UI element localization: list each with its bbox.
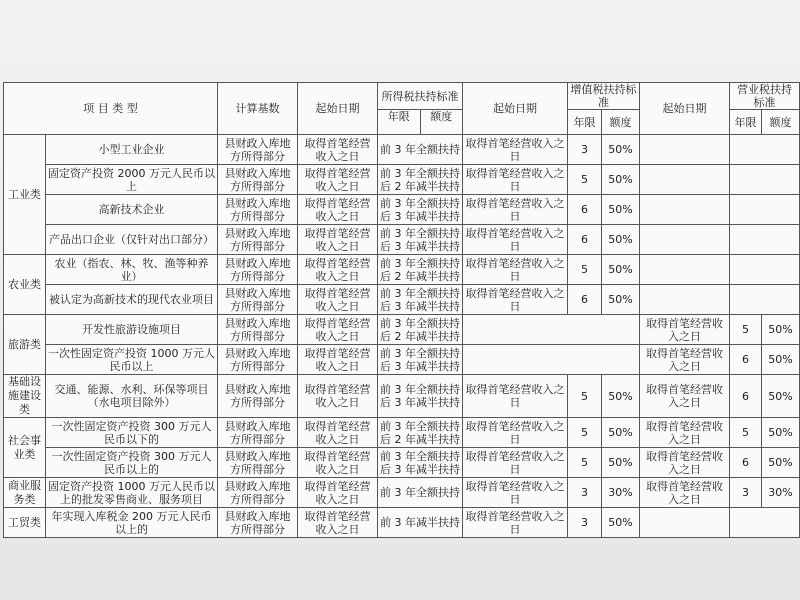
start-date-cell: 取得首笔经营收入之日 [640, 345, 730, 375]
vat-years-cell: 5 [568, 165, 602, 195]
project-cell: 固定资产投资 1000 万元人民币以上的批发零售商业、服务项目 [46, 478, 218, 508]
table-row [4, 478, 800, 508]
vat-years-cell: 6 [568, 285, 602, 315]
start-date-cell: 取得首笔经营收入之日 [298, 225, 378, 255]
income-standard-cell: 前 3 年全额扶持后 3 年减半扶持 [378, 345, 463, 375]
header-base: 计算基数 [218, 83, 298, 135]
bt-cell [730, 195, 800, 225]
vat-amount-cell: 50% [602, 448, 640, 478]
start-date-cell: 取得首笔经营收入之日 [298, 418, 378, 448]
project-cell: 开发性旅游设施项目 [46, 315, 218, 345]
header-years: 年限 [378, 110, 421, 134]
vat-years-cell: 3 [568, 135, 602, 165]
vat-amount-cell: 50% [602, 195, 640, 225]
start-date-cell: 取得首笔经营收入之日 [640, 375, 730, 418]
base-cell: 县财政入库地方所得部分 [218, 448, 298, 478]
base-cell: 县财政入库地方所得部分 [218, 225, 298, 255]
bt-amount-cell: 30% [762, 478, 800, 508]
header-amount: 额度 [430, 110, 453, 123]
header-vat-amount: 额度 [602, 110, 640, 135]
start-date-cell [640, 165, 730, 195]
start-date-cell: 取得首笔经营收入之日 [298, 448, 378, 478]
table-row [4, 255, 800, 285]
table-row [4, 375, 800, 418]
category-tourism: 旅游类 [4, 315, 46, 375]
category-commerce: 商业服务类 [4, 478, 46, 508]
table-row [4, 135, 800, 165]
start-date-cell: 取得首笔经营收入之日 [463, 508, 568, 538]
income-standard-cell: 前 3 年全额扶持后 2 年减半扶持 [378, 255, 463, 285]
start-date-cell: 取得首笔经营收入之日 [298, 195, 378, 225]
vat-years-cell: 3 [568, 478, 602, 508]
table-row [4, 345, 800, 375]
bt-years-cell: 6 [730, 375, 762, 418]
vat-amount-cell: 50% [602, 285, 640, 315]
table-row [4, 315, 800, 345]
header-start-date: 起始日期 [640, 83, 730, 135]
start-date-cell: 取得首笔经营收入之日 [463, 225, 568, 255]
table-row [4, 508, 800, 538]
base-cell: 县财政入库地方所得部分 [218, 165, 298, 195]
start-date-cell: 取得首笔经营收入之日 [298, 255, 378, 285]
bt-amount-cell: 50% [762, 375, 800, 418]
vat-amount-cell: 50% [602, 165, 640, 195]
bt-cell [730, 225, 800, 255]
start-date-cell: 取得首笔经营收入之日 [463, 255, 568, 285]
start-date-cell: 取得首笔经营收入之日 [298, 345, 378, 375]
start-date-cell: 取得首笔经营收入之日 [463, 135, 568, 165]
start-date-cell: 取得首笔经营收入之日 [298, 315, 378, 345]
project-cell: 产品出口企业（仅针对出口部分） [46, 225, 218, 255]
base-cell: 县财政入库地方所得部分 [218, 135, 298, 165]
bt-cell [730, 255, 800, 285]
bt-cell [730, 165, 800, 195]
start-date-cell [640, 135, 730, 165]
header-business-tax-standard: 营业税扶持标准 [730, 83, 800, 110]
base-cell: 县财政入库地方所得部分 [218, 508, 298, 538]
tax-support-table [3, 82, 800, 538]
vat-years-cell: 6 [568, 225, 602, 255]
vat-amount-cell: 30% [602, 478, 640, 508]
income-standard-cell: 前 3 年全额扶持后 3 年减半扶持 [378, 375, 463, 418]
vat-cell [463, 345, 640, 375]
project-cell: 被认定为高新技术的现代农业项目 [46, 285, 218, 315]
category-agriculture: 农业类 [4, 255, 46, 315]
start-date-cell: 取得首笔经营收入之日 [463, 375, 568, 418]
header-vat-years: 年限 [568, 110, 602, 135]
vat-amount-cell: 50% [602, 225, 640, 255]
bt-amount-cell: 50% [762, 448, 800, 478]
base-cell: 县财政入库地方所得部分 [218, 285, 298, 315]
vat-years-cell: 6 [568, 195, 602, 225]
header-project-type: 项 目 类 型 [4, 83, 218, 135]
header-income-tax-standard: 所得税扶持标准 [378, 83, 463, 110]
vat-years-cell: 5 [568, 418, 602, 448]
start-date-cell [640, 255, 730, 285]
vat-years-cell: 5 [568, 448, 602, 478]
table-row [4, 195, 800, 225]
start-date-cell: 取得首笔经营收入之日 [463, 195, 568, 225]
base-cell: 县财政入库地方所得部分 [218, 255, 298, 285]
income-standard-cell: 前 3 年全额扶持后 2 年减半扶持 [378, 418, 463, 448]
start-date-cell [640, 508, 730, 538]
bt-cell [730, 135, 800, 165]
bt-years-cell: 5 [730, 315, 762, 345]
bt-cell [730, 508, 800, 538]
vat-cell [463, 315, 640, 345]
start-date-cell: 取得首笔经营收入之日 [463, 448, 568, 478]
category-industry: 工业类 [4, 135, 46, 255]
start-date-cell: 取得首笔经营收入之日 [463, 285, 568, 315]
vat-amount-cell: 50% [602, 255, 640, 285]
income-standard-cell: 前 3 年全额扶持后 3 年减半扶持 [378, 285, 463, 315]
header-start-date: 起始日期 [463, 83, 568, 135]
table-row [4, 225, 800, 255]
vat-years-cell: 5 [568, 375, 602, 418]
base-cell: 县财政入库地方所得部分 [218, 195, 298, 225]
project-cell: 农业（指农、林、牧、渔等种养业） [46, 255, 218, 285]
income-standard-cell: 前 3 年全额扶持 [378, 135, 463, 165]
vat-years-cell: 5 [568, 255, 602, 285]
base-cell: 县财政入库地方所得部分 [218, 315, 298, 345]
start-date-cell: 取得首笔经营收入之日 [463, 478, 568, 508]
start-date-cell: 取得首笔经营收入之日 [298, 375, 378, 418]
base-cell: 县财政入库地方所得部分 [218, 345, 298, 375]
table-row [4, 165, 800, 195]
header-start-date: 起始日期 [298, 83, 378, 135]
header-bt-years: 年限 [730, 110, 762, 135]
income-standard-cell: 前 3 年全额扶持后 3 年减半扶持 [378, 225, 463, 255]
start-date-cell: 取得首笔经营收入之日 [298, 135, 378, 165]
start-date-cell: 取得首笔经营收入之日 [298, 478, 378, 508]
base-cell: 县财政入库地方所得部分 [218, 478, 298, 508]
project-cell: 一次性固定资产投资 1000 万元人民币以上 [46, 345, 218, 375]
income-standard-cell: 前 3 年全额扶持 [378, 478, 463, 508]
start-date-cell: 取得首笔经营收入之日 [463, 418, 568, 448]
vat-amount-cell: 50% [602, 418, 640, 448]
base-cell: 县财政入库地方所得部分 [218, 375, 298, 418]
project-cell: 一次性固定资产投资 300 万元人民币以下的 [46, 418, 218, 448]
header-vat-standard: 增值税扶持标准 [568, 83, 640, 110]
category-trade: 工贸类 [4, 508, 46, 538]
income-standard-cell: 前 3 年减半扶持 [378, 508, 463, 538]
income-standard-cell: 前 3 年全额扶持后 3 年减半扶持 [378, 195, 463, 225]
bt-amount-cell: 50% [762, 345, 800, 375]
bt-years-cell: 6 [730, 345, 762, 375]
project-cell: 年实现入库税金 200 万元人民币以上的 [46, 508, 218, 538]
table-row [4, 285, 800, 315]
start-date-cell [640, 285, 730, 315]
start-date-cell: 取得首笔经营收入之日 [640, 478, 730, 508]
vat-years-cell: 3 [568, 508, 602, 538]
start-date-cell [640, 195, 730, 225]
project-cell: 高新技术企业 [46, 195, 218, 225]
bt-years-cell: 5 [730, 418, 762, 448]
start-date-cell: 取得首笔经营收入之日 [640, 418, 730, 448]
base-cell: 县财政入库地方所得部分 [218, 418, 298, 448]
vat-amount-cell: 50% [602, 135, 640, 165]
bt-years-cell: 6 [730, 448, 762, 478]
start-date-cell [640, 225, 730, 255]
table-row [4, 418, 800, 448]
header-row [4, 83, 800, 110]
project-cell: 一次性固定资产投资 300 万元人民币以上的 [46, 448, 218, 478]
income-standard-cell: 前 3 年全额扶持后 3 年减半扶持 [378, 448, 463, 478]
vat-amount-cell: 50% [602, 508, 640, 538]
bt-amount-cell: 50% [762, 315, 800, 345]
table-row [4, 448, 800, 478]
bt-amount-cell: 50% [762, 418, 800, 448]
start-date-cell: 取得首笔经营收入之日 [640, 448, 730, 478]
start-date-cell: 取得首笔经营收入之日 [298, 508, 378, 538]
project-cell: 固定资产投资 2000 万元人民币以上 [46, 165, 218, 195]
start-date-cell: 取得首笔经营收入之日 [640, 315, 730, 345]
bt-years-cell: 3 [730, 478, 762, 508]
header-bt-amount: 额度 [762, 110, 800, 135]
category-social: 社会事业类 [4, 418, 46, 478]
vat-amount-cell: 50% [602, 375, 640, 418]
income-standard-cell: 前 3 年全额扶持后 2 年减半扶持 [378, 315, 463, 345]
start-date-cell: 取得首笔经营收入之日 [463, 165, 568, 195]
bt-cell [730, 285, 800, 315]
category-infrastructure: 基础设施建设类 [4, 375, 46, 418]
start-date-cell: 取得首笔经营收入之日 [298, 165, 378, 195]
income-standard-cell: 前 3 年全额扶持后 2 年减半扶持 [378, 165, 463, 195]
project-cell: 交通、能源、水利、环保等项目（水电项目除外） [46, 375, 218, 418]
project-cell: 小型工业企业 [46, 135, 218, 165]
start-date-cell: 取得首笔经营收入之日 [298, 285, 378, 315]
